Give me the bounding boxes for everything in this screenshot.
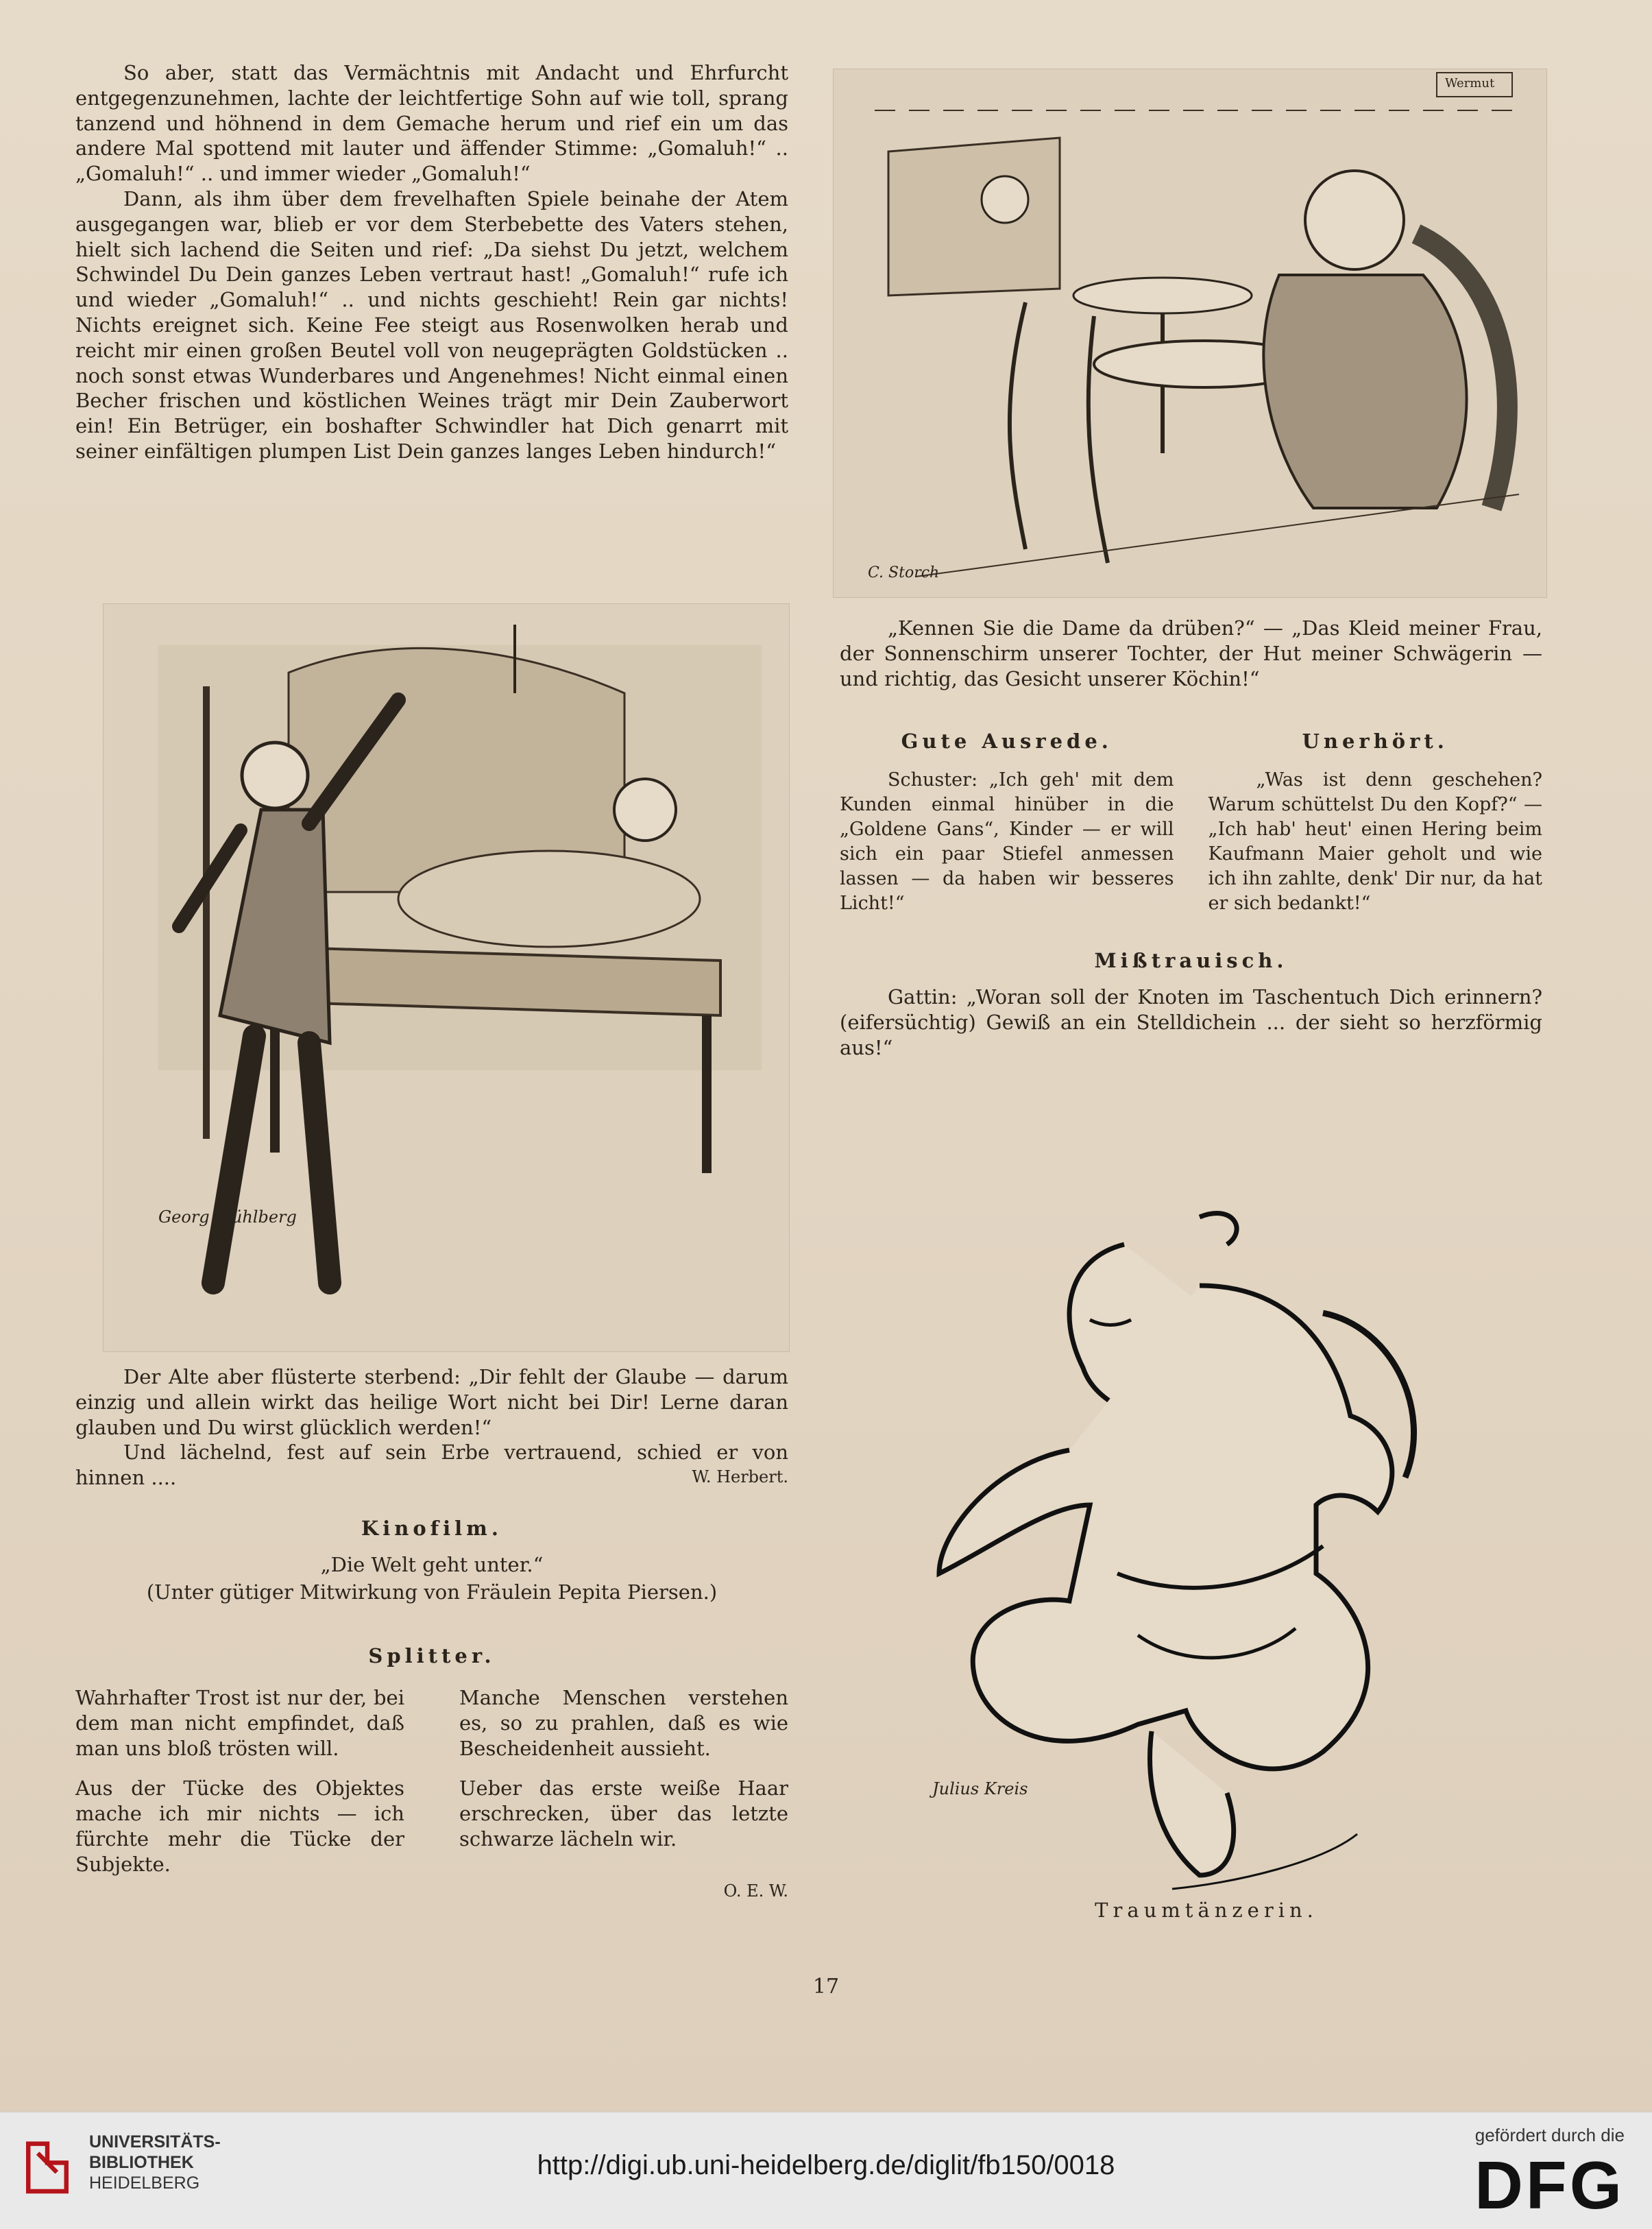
page-number: 17	[812, 1975, 840, 1999]
story-paragraph-2: Dann, als ihm über dem frevelhaften Spiele beinahe der Atem ausgegangen war, blieb er vor dem Sterbebette des Vaters stehen, hielt sich lachend die Seiten und rief: „Da siehst Du jetzt, welchem Schwindel Du Dein ganzes Leben vertraut hast! „Gomaluh!“ rufe ich und wieder „Gomaluh!“ .. und nichts geschieht! Rein gar nichts! Nichts ereignet sich. Keine Fee steigt aus Rosenwolken herab und reicht mir einen großen Beutel voll von neugeprägten Goldstücken .. noch sonst etwas Wunderbares und Angenehmes! Nicht einmal einen Becher frischen und köstlichen Weines trägt mir Dein Zauberwort ein! Ein Betrüger, ein boshafter Schwindler hat Dich genarrt mit seiner einfältigen plumpen List Dein ganzes langes Leben hindurch!“	[75, 186, 788, 463]
cafe-caption: „Kennen Sie die Dame da drüben?“ — „Das Kleid meiner Frau, der Sonnenschirm unserer Tochter, der Hut meiner Schwägerin — und richtig, das Gesicht unserer Köchin!“	[840, 616, 1542, 690]
cafe-signature: C. Storch	[868, 564, 940, 581]
story-author: W. Herbert.	[692, 1467, 788, 1486]
misstrauisch-heading: Mißtrauisch.	[1094, 949, 1288, 973]
kinofilm-heading: Kinofilm.	[361, 1516, 502, 1540]
old-man-deathbed-illustration	[103, 603, 790, 1352]
aphorism-3: Aus der Tücke des Objektes mache ich mir nichts — ich fürchte mehr die Tücke der Subjekte.	[75, 1776, 404, 1876]
deathbed-drawing	[104, 604, 789, 1351]
hippo-caption: Traumtänzerin.	[1095, 1899, 1318, 1922]
aphorism-2: Manche Menschen verstehen es, so zu prahlen, daß es wie Bescheidenheit aussieht.	[459, 1685, 788, 1760]
digitization-footer	[0, 2112, 1652, 2229]
misstrauisch-text: Gattin: „Woran soll der Knoten im Taschentuch Dich erinnern? (eifersüchtig) Gewiß an ein Stelldichein ... der sieht so herzförmig aus!“	[840, 985, 1542, 1059]
aphorism-4: Ueber das erste weiße Haar erschrecken, über das letzte schwarze lächeln wir.	[459, 1776, 788, 1851]
cafe-drawing	[834, 69, 1546, 597]
unerhoert-block	[1208, 730, 1543, 916]
aphorism-1: Wahrhafter Trost ist nur der, bei dem man nicht empfindet, daß man uns bloß trösten will.	[75, 1685, 404, 1760]
funded-by-label: gefördert durch die	[1474, 2125, 1625, 2145]
left-column-outro	[75, 1364, 788, 1901]
anecdote-columns	[840, 730, 1542, 916]
cafe-illustration	[833, 69, 1547, 598]
hippo-signature: Julius Kreis	[932, 1779, 1028, 1798]
story-paragraph-1: So aber, statt das Vermächtnis mit Andacht und Ehrfurcht entgegenzunehmen, lachte der leichtfertige Sohn auf wie toll, sprang tanzend und höhnend in dem Gemache herum und rief ein um das andere Mal spottend mit lauter und äffender Stimme: „Gomaluh!“ .. „Gomaluh!“ .. und immer wieder „Gomaluh!“	[75, 61, 788, 186]
splitter-author: O. E. W.	[723, 1881, 788, 1901]
hippo-dancer-illustration	[912, 1190, 1508, 1916]
gute-ausrede-text: Schuster: „Ich geh' mit dem Kunden einmal hinüber in die „Goldene Gans“, Kinder — er will sich ein paar Stiefel anmessen lassen — da haben wir besseres Licht!“	[840, 769, 1174, 915]
dfg-logo: DFG	[1474, 2147, 1625, 2223]
kinofilm-credit: (Unter gütiger Mitwirkung von Fräulein Pepita Piersen.)	[146, 1580, 718, 1604]
gute-ausrede-block	[840, 730, 1174, 916]
illustration-signature: Georg Mühlberg	[158, 1207, 297, 1227]
story-paragraph-4: Und lächelnd, fest auf sein Erbe vertrauend, schied er von hinnen ....	[75, 1441, 788, 1490]
story-paragraph-3: Der Alte aber flüsterte sterbend: „Dir fehlt der Glaube — darum einzig und allein wirkt das heilige Wort nicht bei Dir! Lerne daran glauben und Du wirst glücklich werden!“	[75, 1365, 788, 1439]
hippo-drawing	[912, 1190, 1508, 1916]
splitter-heading: Splitter.	[368, 1643, 496, 1667]
gute-ausrede-heading: Gute Ausrede.	[901, 730, 1113, 754]
unerhoert-heading: Unerhört.	[1302, 730, 1448, 754]
library-name-line-1: UNIVERSITÄTS-	[89, 2132, 221, 2152]
source-url-link[interactable]: http://digi.ub.uni-heidelberg.de/diglit/fb150/0018	[537, 2150, 1115, 2180]
unerhoert-text: „Was ist denn geschehen? Warum schüttelst Du den Kopf?“ — „Ich hab' heut' einen Hering beim Kaufmann Maier geholt und wie ich ihn zahlte, denk' Dir nur, da hat er sich bedankt!“	[1208, 769, 1542, 915]
kinofilm-subtitle: „Die Welt geht unter.“	[320, 1552, 544, 1576]
library-name-line-3: HEIDELBERG	[89, 2173, 200, 2193]
splitter-aphorisms	[75, 1685, 788, 1877]
cafe-wall-sign: Wermut	[1445, 76, 1495, 91]
right-column-text	[840, 616, 1542, 1061]
library-name-line-2: BIBLIOTHEK	[89, 2153, 194, 2172]
left-column-intro	[75, 60, 788, 464]
